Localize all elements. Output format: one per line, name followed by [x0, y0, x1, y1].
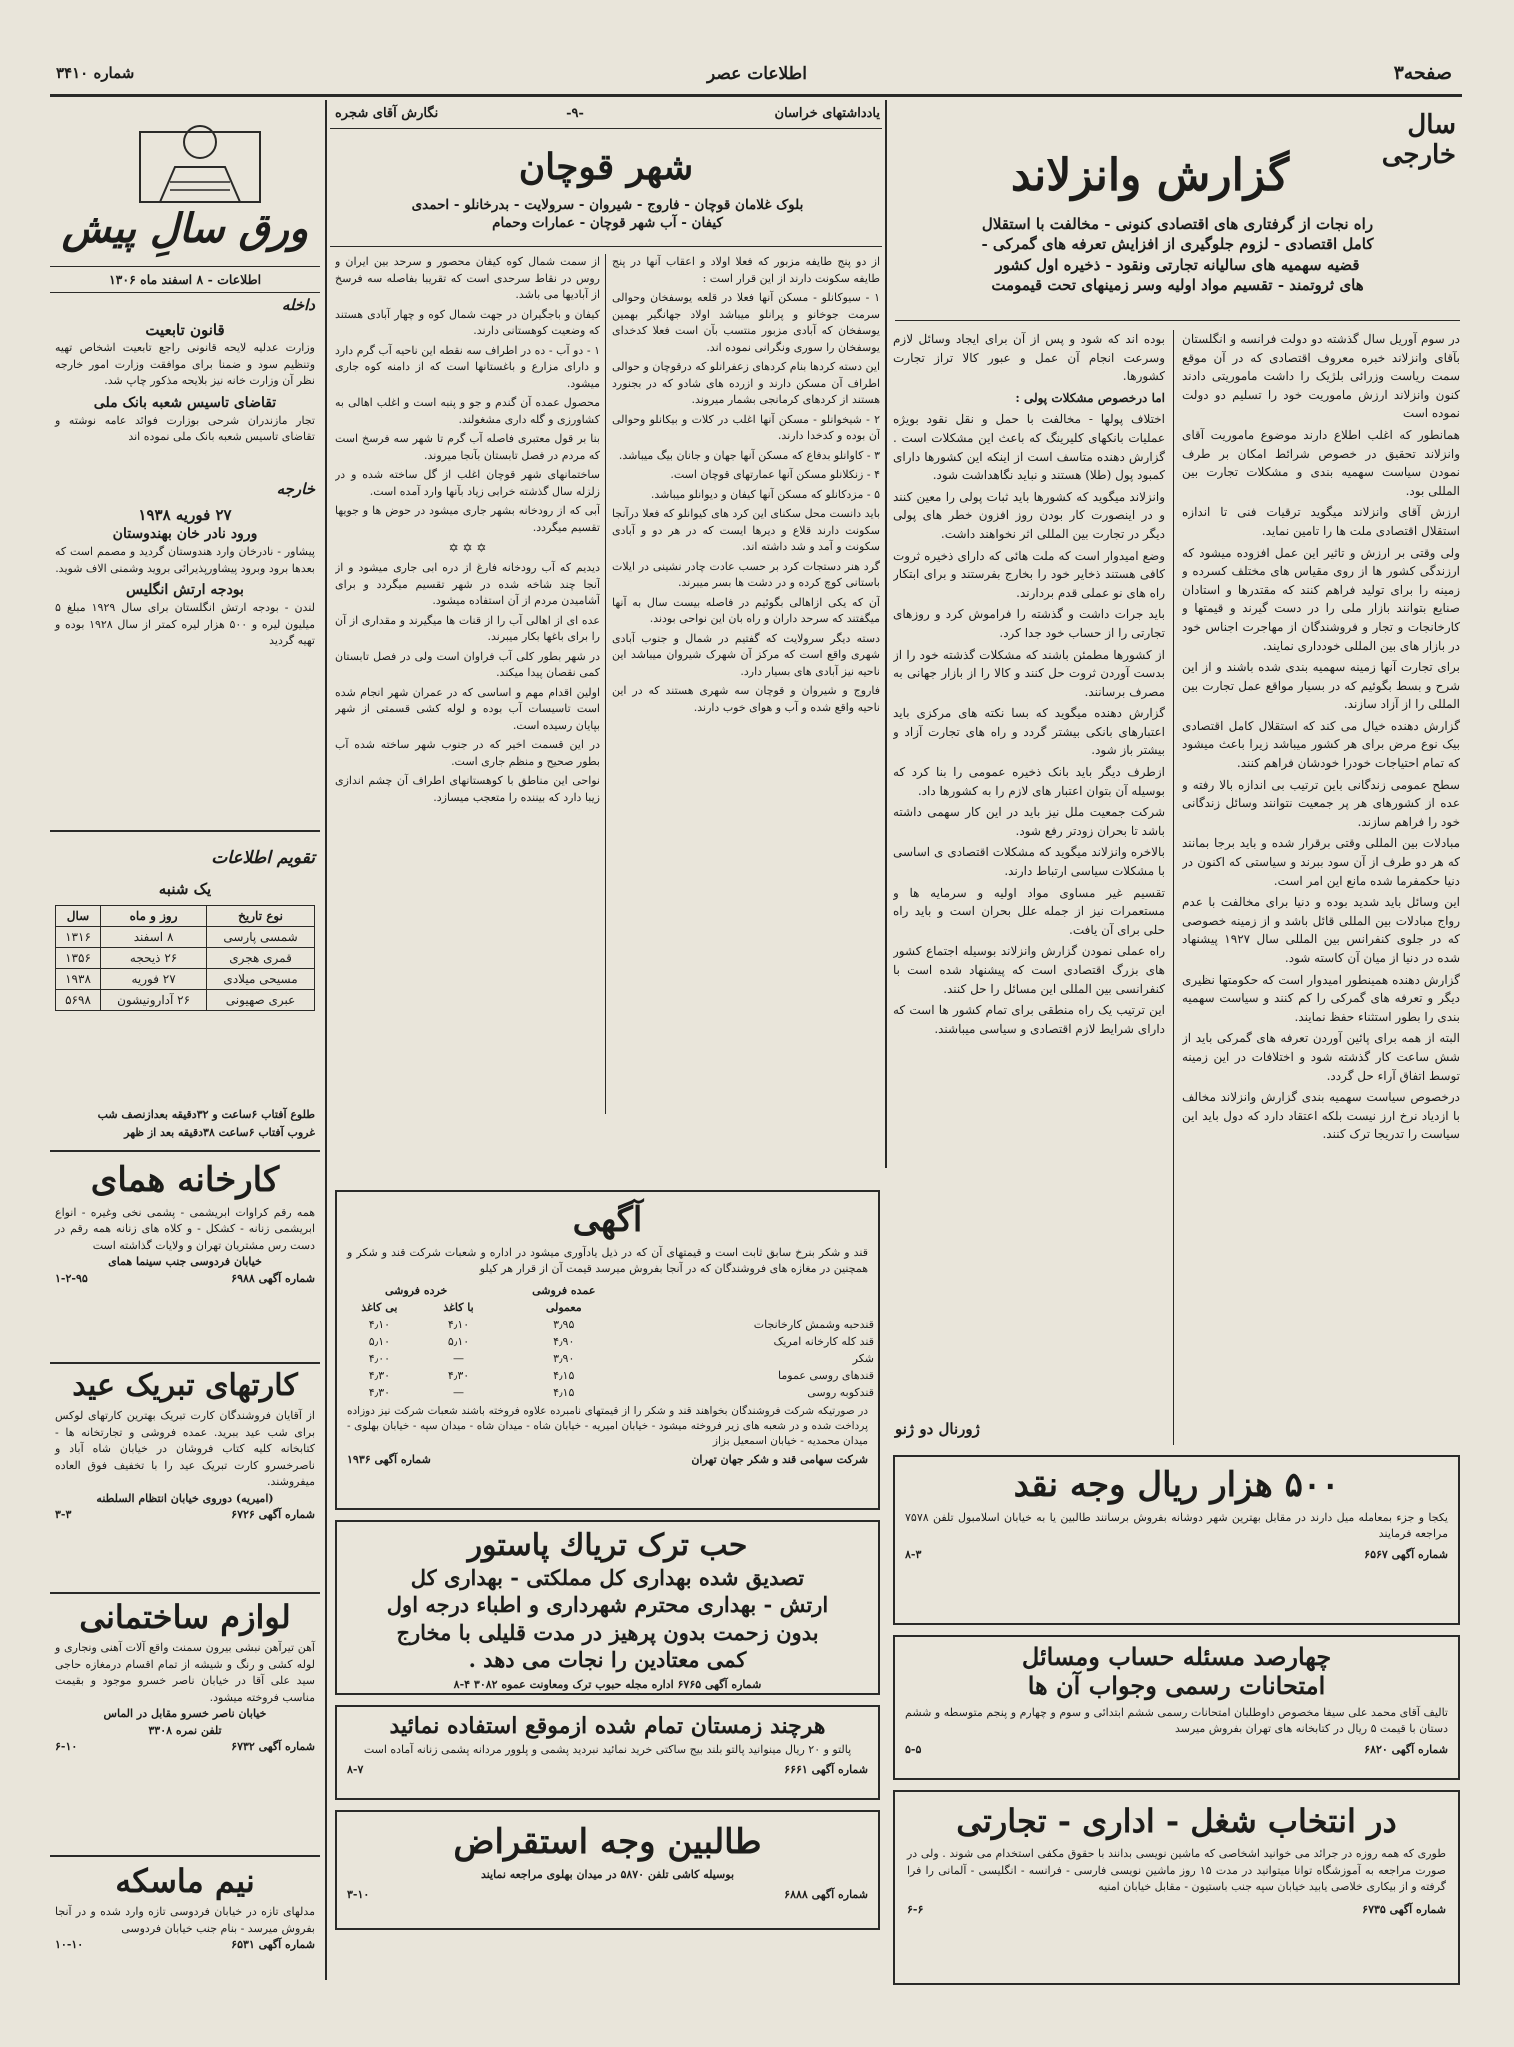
foreign-paragraph: باید جرات داشت و گذشته را فراموش کرد و روزهای تجارتی را از حساب خود جدا کرد. — [893, 607, 1165, 640]
sugar-item: قندهای روسی عموما — [778, 1368, 874, 1382]
sunrise: طلوع آفتاب ۶ساعت و ۳۲دقیقه بعدازنصف شب — [97, 1108, 315, 1121]
winter-ad-footer — [337, 1762, 878, 1779]
cash-ad-code: ۸-۳ — [905, 1547, 922, 1561]
table-row — [337, 1350, 878, 1367]
khorasan-author: نگارش آقای شجره — [335, 106, 439, 121]
mask-ad-title: نیم ماسکه — [115, 1862, 255, 1900]
foreign-paragraph: گزارش دهنده خیال می کند که استقلال کامل اقتصادی بیک نوع مرض برای هر کشور میباشد زیرا باعث میشود که تمام احتیاجات خودرا خودشان فراهم کنند. — [1182, 718, 1460, 771]
career-ad-text: طوری که همه روزه در جرائد می خوانید اشخاصی که ماشین نویسی بدانند با حقوق مکفی استخدام می شوند . ولی در صورت مراجعه به آموزشگاه توانا میتوانید در مدت ۱۵ روز ماشین نویسی فارسی - فرانسه - انگلیسی - آلمانی را فرا گرفته و از بیکاری خلاصی یابید خیابان سپه جنب باستیون - مقابل خیابان امنیه — [907, 1847, 1446, 1894]
foreign-paragraph: اختلاف پولها - مخالفت با حمل و نقل نقود بویژه عملیات بانکهای کلیرینگ که باعث این مشکلات است . گزارش دهنده متاسف است از اینکه این کشورها دارای کمبود پول (طلا) هستند و نباید نگاهداشت شود. — [893, 412, 1165, 483]
foreign-paragraph: از کشورها مطمئن باشند که مشکلات گذشته خود را از بدست آوردن ثروت حل کنند و کالا را از بازار جهانی به مصرف برسانند. — [893, 647, 1165, 699]
cards-ad-code: ۳-۳ — [55, 1508, 72, 1521]
calendar-cell: ۵۶۹۸ — [56, 990, 101, 1011]
foreign-paragraph: راه عملی نمودن گزارش وانزلاند بوسیله اجتماع کشور های بزرگ اقتصادی است که پیشنهاد شده است با کنفرانسی بین المللی این مسائل را حل کنند. — [893, 944, 1165, 996]
foreign-paragraph: این ترتیب یک راه منطقی برای تمام کشور ها است که دارای شرایط لازم اقتصادی و سیاسی میباشند. — [893, 1003, 1165, 1036]
sugar-ad-ref: شماره آگهی ۱۹۳۶ — [347, 1453, 431, 1467]
cards-ad — [55, 1368, 315, 1583]
ad-rule — [50, 1855, 320, 1857]
homay-ad-footer — [55, 1271, 315, 1288]
questions-ad-text: تالیف آقای محمد علی سیفا مخصوص داوطلبان امتحانات رسمی ششم ابتدائی و سوم و چهارم و پنجم متوسطه و ششم دستان با قیمت ۵ ریال در کتابخانه های تهران بفروش میرسد — [905, 1705, 1448, 1736]
sugar-ad-intro: قند و شکر بنرخ سابق ثابت است و قیمتهای آن که در ذیل یادآوری میشود در اداره و شعبات شرکت قند و شکر و همچنین در مغازه های فروشندگان که در آنجا بفروش میرسد قیمت آن از قرار هر کیلو — [347, 1245, 868, 1276]
foreign-paragraph: این وسائل باید شدید بوده و دنیا برای مخالفت با عدم رواج مبادلات بین المللی قائل باشد و از زمینه خصوصی که در جلوی کنفرانس بین المللی سال ۱۹۲۷ پیشنهاد شده در دنیا از میان آن کاسته شود. — [1182, 895, 1460, 965]
sugar-price-table — [337, 1282, 878, 1401]
khorasan-headline: شهر قوچان — [518, 146, 694, 188]
sugar-price: ۴٫۳۰ — [368, 1368, 391, 1382]
mask-ad-footer — [55, 1937, 315, 1954]
calendar-cell: ۱۳۵۶ — [56, 948, 101, 969]
law-text: وزارت عدلیه لایحه قانونی راجع تابعیت اشخاص تهیه وتنظیم سود و ضمنا برای موافقت وزارت امور خارجه نظر آن وزارت خانه نیز بلایحه مذکور چاپ شد. — [55, 341, 315, 388]
mask-ad-code: ۱۰-۱۰ — [55, 1938, 84, 1952]
foreign-paragraph: اما درخصوص مشکلات پولی : — [1015, 390, 1165, 405]
pasteur-ad-lines — [337, 1564, 878, 1673]
table-row — [337, 1333, 878, 1350]
past-years-issue: اطلاعات - ۸ اسفند ماه ۱۳۰۶ — [108, 272, 262, 287]
calendar-cell: ۲۷ فوریه — [101, 969, 207, 990]
foreign-paragraph: بوده اند که شود و پس از آن برای ایجاد وسائل لازم وسرعت انجام آن عمل و عبور کالا تراز تجارت کشورها. — [893, 332, 1165, 384]
pasteur-ad-line: کمی معتادین را نجات می دهد . — [468, 1646, 747, 1672]
cards-ad-footer — [55, 1507, 315, 1524]
sugar-item: قندکوبه روسی — [807, 1385, 874, 1399]
career-ad-footer — [895, 1902, 1458, 1919]
domestic-section: داخله — [281, 296, 315, 314]
table-row — [337, 1384, 878, 1401]
winter-ad-ref: شماره آگهی ۶۶۶۱ — [784, 1762, 868, 1776]
budget-title: بودجه ارتش انگلیس — [126, 582, 244, 599]
sugar-ad-note: در صورتیکه شرکت فروشندگان بخواهند قند و شکر را از قیمتهای نامبرده علاوه فروخته باشند شعبات شرکت نیز دوزاده پرداخت شده و در شعبه های زیر فروخته میشود - خیابان امیریه - خیابان شاه - میدان شاه - میدان سپه - خیابان بهلوی - میدان محمدیه - خیابان اسمعیل بزاز — [347, 1404, 868, 1448]
calendar-cell: شمسی پارسی — [207, 927, 315, 948]
pasteur-ad-title: حب ترک تریاك پاستور — [467, 1528, 748, 1563]
foreign-subhead: های ثروتمند - تقسیم مواد اولیه وسر زمینهای تحت قیمومت — [991, 275, 1364, 294]
foreign-paragraph: گزارش دهنده میگوید که بسا نکته های مرکزی باید اعتبارهای بانکی بیشتر گردد و راه های تجارت آزاد و بیشتر باز شود. — [893, 706, 1165, 758]
loan-ad-title: طالبین وجه استقراض — [453, 1822, 762, 1862]
khorasan-paragraph: کیفان و باجگیران در جهت شمال کوه و چهار آبادی هستند که وضعیت کوهستانی دارند. — [335, 307, 600, 337]
questions-ad-title2: امتحانات رسمی وجواب آن ها — [1027, 1670, 1326, 1700]
sugar-item: شکر — [852, 1351, 874, 1365]
khorasan-paragraph: ۱ - دو آب - ده در اطراف سه نقطه این ناحیه آب گرم دارد و دارای مزارع و باغستانها است که از دامنه کوه جاری میشود. — [335, 343, 600, 390]
ads-rule — [50, 1150, 320, 1152]
sugar-price: ۴٫۱۵ — [553, 1385, 575, 1399]
khorasan-paragraph: بنا بر قول معتبری فاصله آب گرم تا شهر سه فرسخ است که مردم در فصل تابستان بآنجا میروند. — [335, 432, 600, 462]
winter-ad-text: پالتو و ۲۰ ریال مینوانید پالتو بلند بیج ساکتی خرید نمائید نبردید پشمی و پلوور مردانه پشمی زنانه آماده است — [363, 1743, 852, 1757]
sugar-ad-company: شرکت سهامی قند و شکر جهان تهران — [691, 1453, 868, 1467]
cards-ad-text: از آقایان فروشندگان کارت تبریک بهترین کارتهای لوکس برای شب عید ببرید. عمده فروشی و تجارتخانه ها - کتابخانه کلیه کتاب فروشان در خیابان شاه آباد و ناصرخسرو کارت تبریک عید را با تخفیف فوق العاده میفروشند. — [55, 1409, 315, 1488]
pasteur-ad-line: بدون زحمت بدون پرهیز در مدت قلیلی با مخارج — [396, 1619, 819, 1645]
homay-ad-address: خیابان فردوسی جنب سینما همای — [108, 1255, 262, 1269]
foreign-paragraph: گزارش دهنده همینطور امیدوار است که حکومتها نظیری دیگر و تعرفه های گمرکی را کم کنند و سیاست سهمیه بندی را بطور استثناء حفظ نمایند. — [1182, 972, 1460, 1024]
header-rule — [50, 94, 1462, 97]
foreign-paragraph: تقسیم غیر مساوی مواد اولیه و سرمایه ها و مستعمرات نیز از جمله علل بحران است و باید راه حلی برای آن یافت. — [893, 885, 1165, 937]
divider-leftcol — [325, 100, 327, 1980]
sugar-table-subheader-cell: معمولی — [545, 1300, 582, 1314]
calendar-cell: ۱۹۳۸ — [56, 969, 101, 990]
questions-ad-ref: شماره آگهی ۶۸۲۰ — [1364, 1742, 1448, 1756]
pasteur-ad-line: ارتش - بهداری محترم شهرداری و اطباء درجه اول — [386, 1592, 829, 1618]
khorasan-subhead: کیفان - آب شهر قوچان - عمارات وحمام — [492, 215, 723, 232]
calendar-cell: ۸ اسفند — [101, 927, 207, 948]
homay-ad-title: کارخانه همای — [90, 1160, 280, 1200]
khorasan-paragraph: آبی که از رودخانه بشهر جاری میشود در حوض ها و جویها تقسیم میگردد. — [335, 504, 600, 534]
sugar-price: ۴٫۰۰ — [368, 1351, 391, 1365]
nader-title: ورود نادر خان بهندوستان — [112, 526, 258, 543]
calendar-cell: ۲۶ ذیحجه — [101, 948, 207, 969]
questions-ad — [893, 1635, 1460, 1780]
foreign-paragraph: ارزش آقای وانزلاند میگوید ترقیات فنی تا اندازه استقلال اقتصادی ملت ها را تامین نماید. — [1182, 505, 1460, 538]
mask-ad — [55, 1862, 315, 1987]
foreign-paragraph: وانزلاند میگوید که کشورها باید ثبات پولی را معین کنند و در اینصورت کار بودن روز افزون خطر های پولی دیگر در تجارت بین المللی اثر نخواهند داشت. — [893, 489, 1165, 541]
nader-text: پیشاور - نادرخان وارد هندوستان گردید و مصمم است که بعدها برود وبرود پیشاورپذیرائی بروید وشمنی الاف شوید. — [55, 545, 315, 575]
khorasan-paragraph: این دسته کردها بنام کردهای زعفرانلو که درقوچان و حوالی اطراف آن مسکن دارند و ازرده های شادو که در بجنورد هستند از کردهای کرمانجی بشمار میروند. — [612, 360, 880, 406]
foreign-paragraph: البته از همه برای پائین آوردن تعرفه های گمرکی باید از شش ساعت کار گذشته شود و اختلافات در این زمینه توسط اتفاق آراء حل گردد. — [1182, 1031, 1460, 1083]
calendar-header-row — [56, 906, 315, 927]
building-ad-footer — [55, 1739, 315, 1756]
table-row — [337, 1316, 878, 1333]
sugar-price: — — [453, 1351, 465, 1365]
khorasan-paragraph: اولین اقدام مهم و اساسی که در عمران شهر انجام شده است تاسیسات آب بوده و لوله کشی قسمتی از شهر بپایان رسیده است. — [335, 685, 600, 732]
khorasan-column-2 — [335, 254, 600, 1114]
ornament-stars-icon: ✡ ✡ ✡ — [448, 541, 487, 555]
homay-ad-code: ۱-۲-۹۵ — [55, 1271, 88, 1285]
calendar-header-cell: سال — [56, 906, 101, 927]
cash-ad-ref: شماره آگهی ۶۵۶۷ — [1364, 1547, 1448, 1561]
career-ad-ref: شماره آگهی ۶۷۳۵ — [1362, 1902, 1446, 1916]
khorasan-paragraph: فاروج و شیروان و قوچان سه شهری هستند که در این ناحیه واقع شده و آب و هوای خوب دارند. — [612, 684, 880, 714]
winter-ad-title: هرچند زمستان تمام شده ازموقع استفاده نمائید — [389, 1713, 826, 1739]
khorasan-paragraph: محصول عمده آن گندم و جو و پنبه است و اغلب اهالی به کشاورزی و گله داری مشغولند. — [335, 396, 600, 426]
domestic-news — [55, 320, 315, 446]
table-row — [337, 1367, 878, 1384]
sugar-price: ۳٫۹۵ — [553, 1317, 575, 1331]
table-row — [56, 948, 315, 969]
khorasan-rule — [330, 246, 882, 247]
foreign-paragraph: مبادلات بین المللی وقتی برقرار شده و باید برجا بمانند که هر دو طرف از آن سود ببرند و سیاستی که اکنون در دنیا حکمفرما شده مانع این امر است. — [1182, 836, 1460, 888]
building-ad-title: لوازم ساختمانی — [79, 1598, 291, 1636]
foreign-news-section: خارجه — [276, 480, 315, 498]
table-row — [56, 969, 315, 990]
foreign-section-title: سال خارجی — [1381, 110, 1456, 170]
foreign-rule — [895, 320, 1460, 321]
khorasan-paragraph: از سمت شمال کوه کیفان محصور و سرحد بین ایران و روس در نقاط سرحدی است که تقریبا بفاصله سه فرسخ از آبادیها می باشد. — [335, 255, 600, 301]
building-ad-code: ۶-۱۰ — [55, 1740, 78, 1754]
khorasan-paragraph: ۱ - سیوکانلو - مسکن آنها فعلا در قلعه یوسفخان وحوالی سرمت جوخانو و پرانلو میباشد اولاد جهانگیر بهمین یوسفخان که آبادی مزبور منتسب بآن است فعلا کدخدای یوسفخان را سوری ونگرانی نموده اند. — [612, 291, 880, 354]
foreign-subheads — [900, 214, 1455, 295]
building-ad-ref: شماره آگهی ۶۷۳۲ — [231, 1740, 315, 1754]
cash-ad-footer — [895, 1547, 1458, 1564]
calendar-cell: قمری هجری — [207, 948, 315, 969]
homay-ad-ref: شماره آگهی ۶۹۸۸ — [231, 1271, 315, 1285]
date-header: ۲۷ فوریه ۱۹۳۸ — [138, 506, 232, 524]
khorasan-paragraph: نواحی این مناطق با کوهستانهای اطراف آن چشم اندازی زیبا دارد که بیننده را متعجب میسازد. — [335, 774, 600, 804]
questions-ad-footer — [895, 1742, 1458, 1759]
foreign-headline: گزارش وانزلاند — [1010, 150, 1290, 201]
foreign-paragraph: وضع امیدوار است که ملت هائی که دارای ذخیره ثروت کافی هستند ذخایر خود را بخارج بفرستند و برای ابتکار راه های نو عملی قدم بردارند. — [893, 548, 1165, 600]
sugar-ad-title: آگهی — [572, 1200, 643, 1240]
calendar-day: یک شنبه — [158, 880, 212, 898]
khorasan-paragraph: ۵ - مزدکانلو که مسکن آنها کیفان و دیوانلو میباشد. — [650, 487, 880, 501]
foreign-news — [55, 505, 315, 650]
cards-ad-title: کارتهای تبریک عید — [72, 1368, 298, 1403]
calendar-cell: عبری صهیونی — [207, 990, 315, 1011]
career-ad — [893, 1790, 1460, 1985]
khorasan-paragraph: ۲ - شیخوانلو - مسکن آنها اغلب در کلات و بیکانلو وحوالی آن بوده و کدخدا دارند. — [612, 412, 880, 442]
foreign-paragraph: درخصوص سیاست سهمیه بندی گزارش وانزلاند مخالف با ازدیاد نرخ ارز نیست بلکه اعتقاد دارد که دول باید این سیاست را تدریجا ترک کنند. — [1182, 1090, 1460, 1142]
sugar-ad-footer — [337, 1452, 878, 1469]
khorasan-paragraph: عده ای از اهالی آب را از قنات ها میگیرند و مقداری از آن را برای باغها بکار میبرند. — [335, 613, 600, 643]
sugar-price: ۵٫۱۰ — [447, 1334, 470, 1348]
khorasan-subhead: بلوک غلامان قوچان - فاروج - شیروان - سرولایت - بدرخانلو - احمدی — [411, 197, 804, 213]
calendar-table — [55, 905, 315, 1011]
foreign-column-2 — [893, 330, 1165, 1410]
calendar-table-wrap — [55, 905, 315, 1011]
homay-ad-text: همه رقم کراوات ابریشمی - پشمی نخی وغیره - انواع ابریشمی زنانه - کشکل - و کلاه های زنانه همه رقم در دست رس مشتریان تهران و ولایات گذاشته است — [55, 1205, 315, 1252]
sugar-table-subheader-cell: با کاغذ — [443, 1300, 474, 1314]
building-ad — [55, 1598, 315, 1843]
winter-ad — [335, 1705, 880, 1800]
sugar-price: ۴٫۹۰ — [553, 1334, 575, 1348]
pasteur-ad-line: تصدیق شده بهداری کل مملکتی - بهداری کل — [410, 1565, 805, 1590]
homay-ad — [55, 1160, 315, 1360]
khorasan-paragraph: گرد هنر دستجات کرد بر حسب عادت چادر نشینی در ایلات باستانی کوچ کرده و در دشت ها بسر میبرند. — [612, 559, 880, 589]
career-ad-title: در انتخاب شغل - اداری - تجارتی — [956, 1802, 1397, 1840]
foreign-column-1 — [1182, 330, 1460, 1445]
law-title: قانون تابعیت — [145, 321, 225, 339]
foreign-paragraph: در سوم آوریل سال گذشته دو دولت فرانسه و انگلستان بآقای وانزلاند خبره معروف اقتصادی که در آن موقع سمت ریاست وزرائی بلژیک را داشت ماموریتی دادند کنون وانزلاند ارزش ماموریت خود را تسلیم دو دولت نموده است — [1182, 332, 1460, 421]
calendar-cell: ۲۶ آدارونیشون — [101, 990, 207, 1011]
calendar-section: تقویم اطلاعات — [211, 848, 315, 868]
sugar-table-header-cell: خرده فروشی — [384, 1283, 448, 1297]
sugar-price: ۴٫۱۰ — [447, 1317, 470, 1331]
khorasan-paragraph: در این قسمت اخیر که در جنوب شهر ساخته شده آب بطور صحیح و منظم جاری است. — [335, 738, 600, 768]
khorasan-paragraph: باید دانست محل سکنای این کرد های کیوانلو که فعلا درآنجا سکونت دارند قلاع و دیرها ایست که در هر دو و آبادی سکونت و آمد و شد داشته اند. — [612, 507, 880, 553]
cash-ad — [893, 1455, 1460, 1625]
calendar-rule — [50, 830, 320, 832]
loan-ad-text: بوسیله کاشی تلفن ۵۸۷۰ در میدان بهلوی مراجعه نمایند — [480, 1867, 735, 1881]
budget-text: لندن - بودجه ارتش انگلستان برای سال ۱۹۲۹ مبلغ ۵ میلیون لیره و ۵۰۰ هزار لیره کمتر از سال ۱۹۲۸ بوده و تهیه گردید — [55, 601, 316, 648]
khorasan-paragraph: ساختمانهای شهر قوچان اغلب از گل ساخته شده و در زلزله سال گذشته خرابی زیاد بآنها وارد آمده است. — [335, 468, 600, 498]
foreign-paragraph: همانطور که اغلب اطلاع دارند موضوع ماموریت آقای وانزلاند تحقیق در خصوص شرائط امکان بر طرف نمودن سیاست سهمیه بندی و مشکلات تجارت بین المللی بود. — [1182, 427, 1460, 498]
bank-title: تقاضای تاسیس شعبه بانک ملی — [93, 394, 277, 411]
sugar-table-header-cell: عمده فروشی — [532, 1283, 596, 1297]
cash-ad-text: یکجا و جزء بمعامله میل دارند در مقابل بهترین شهر دوشانه بفروش برسانند طالبین یا به خیابان اسلامبول تلفن ۷۵۷۸ مراجعه فرمایند — [905, 1510, 1448, 1541]
loan-ad — [335, 1810, 880, 1930]
issue-number: شماره ۳۴۱۰ — [56, 64, 135, 82]
sugar-price: — — [453, 1385, 465, 1399]
khorasan-paragraph: از دو پنج طایفه مزبور که فعلا اولاد و اعقاب آنها در پنج طایفه سکونت دارند از این قرار است : — [612, 255, 880, 285]
khorasan-number: -۹- — [566, 106, 584, 121]
ad-rule — [50, 1362, 320, 1364]
foreign-inner-divider — [1173, 330, 1174, 1445]
past-years-illustration — [120, 112, 290, 207]
pasteur-ad-footer: شماره آگهی ۶۷۶۵ اداره مجله حبوب ترک ومعاونت عموه ۳۰۸۲ ۴-۸ — [453, 1678, 762, 1692]
khorasan-paragraph: ۳ - کاوانلو بدفاع که مسکن آنها جهان و جانان بیگ میباشد. — [618, 448, 880, 462]
calendar-cell: مسیحی میلادی — [207, 969, 315, 990]
khorasan-series-label: یادداشتهای خراسان — [774, 106, 880, 121]
foreign-paragraph: ازطرف دیگر باید بانک ذخیره عمومی را بنا کرد که بوسیله آن بتوان اعتبار های لازم را به کشورها داد. — [893, 765, 1165, 798]
sugar-table-subheader — [337, 1299, 878, 1316]
sugar-item: قندحبه وشمش کارخانجات — [753, 1317, 874, 1331]
mask-ad-ref: شماره آگهی ۶۵۳۱ — [231, 1938, 315, 1952]
reader-figure-icon — [120, 112, 290, 207]
pasteur-ad — [335, 1520, 880, 1695]
career-ad-code: ۶-۶ — [907, 1902, 924, 1916]
sugar-table-subheader-cell: بی کاغذ — [361, 1300, 398, 1314]
khorasan-paragraph: دیدیم که آب رودخانه فارغ از دره ابی جاری میشود و از آنجا چند شاخه شده در شهر تقسیم میگردد و برای آشامیدن مردم از آن استفاده میشود. — [335, 561, 600, 607]
calendar-header-cell: روز و ماه — [101, 906, 207, 927]
foreign-paragraph: ولی وقتی بر ارزش و تاثیر این عمل افزوده میشود که ارزندگی کشور ها از روی مقیاس های مختلف کسرده و زمینه را برای تولید فراهم کنند که مقتدرها و استادان صنایع بتوانند بازار ملی را در دست گیرند و قیمتها و کارخانجات و تجار و فروشندگان از مهاجرت اجناس خود در بازار های بین المللی خودداری نمایند. — [1182, 545, 1460, 653]
sugar-table-subheader-cell — [632, 1299, 878, 1316]
khorasan-inner-divider — [605, 254, 606, 1114]
calendar-cell: ۱۳۱۶ — [56, 927, 101, 948]
foreign-subhead: کامل اقتصادی - لزوم جلوگیری از افزایش تعرفه های گمرکی - — [981, 235, 1374, 254]
table-row — [56, 990, 315, 1011]
calendar-header-cell: نوع تاریخ — [207, 906, 315, 927]
foreign-attribution: ژورنال دو ژنو — [895, 1420, 980, 1438]
questions-ad-code: ۵-۵ — [905, 1742, 922, 1756]
bank-text: تجار مازندران شرحی بوزارت فوائد عامه نوشته و تقاضای تاسیس شعبه بانک ملی نموده اند — [55, 413, 315, 444]
building-ad-text: آهن تیرآهن نبشی بیرون سمنت واقع آلات آهنی ونجاری و لوله کشی و رنگ و شیشه از تمام اقسام درمغازه حاجی سید علی آقا در خیابان ناصر خسرو موجود و بقیمت مناسب فروخته میشود. — [55, 1641, 315, 1704]
ad-rule — [50, 1592, 320, 1594]
loan-ad-code: ۳-۱۰ — [347, 1888, 370, 1902]
foreign-paragraph: بالاخره وانزلاند میگوید که مشکلات اقتصادی ی اساسی با مشکلات سیاسی ارتباط دارند. — [893, 845, 1165, 879]
foreign-paragraph: سطح عمومی زندگانی باین ترتیب بی اندازه بالا رفته و عده از کشورهای هر پر جمعیت نتوانند وسائل زندگانی خود را فراهم سازند. — [1182, 777, 1460, 829]
khorasan-top-rule — [330, 128, 882, 129]
khorasan-paragraph: ۴ - زنکلانلو مسکن آنها عمارتهای قوچان است. — [670, 468, 880, 481]
mask-ad-text: مدلهای تازه در خیابان فردوسی تازه وارد شده و در آنجا بفروش میرسد - بنام جنب خیابان فردوسی — [55, 1905, 315, 1935]
divider-foreign — [885, 100, 887, 1168]
sugar-item: قند کله کارخانه امریک — [773, 1334, 874, 1348]
foreign-subhead: قضیه سهمیه های سالیانه تجارتی ونقود - ذخیره اول کشور — [995, 255, 1360, 274]
page-label: صفحه۳ — [1393, 62, 1452, 84]
foreign-subhead: راه نجات از گرفتاری های اقتصادی کنونی - مخالفت با استقلال — [981, 215, 1374, 233]
sugar-price: ۴٫۳۰ — [368, 1385, 391, 1399]
sugar-price: ۳٫۹۰ — [553, 1351, 575, 1365]
khorasan-subheads — [335, 196, 880, 232]
loan-ad-footer — [337, 1887, 878, 1904]
table-row — [56, 927, 315, 948]
past-years-rule-2 — [50, 292, 320, 293]
past-years-title: ورق سالِ پیش — [61, 205, 309, 252]
sugar-ad — [335, 1190, 880, 1510]
building-ad-phone: تلفن نمره ۳۳۰۸ — [148, 1723, 222, 1737]
khorasan-column-1 — [612, 254, 880, 1114]
sugar-table-header-cell — [632, 1282, 878, 1299]
sugar-price: ۵٫۱۰ — [368, 1334, 391, 1348]
sugar-price: ۴٫۱۵ — [553, 1368, 575, 1382]
foreign-paragraph: برای تجارت آنها زمینه سهمیه بندی شده باشند و از این شرح و بسط بگوئیم که در بسیار مواقع عمل تجارت بین المللی را از آزاد سازند. — [1182, 660, 1460, 712]
cards-ad-address: (امیریه) دوروی خیابان انتظام السلطنه — [96, 1491, 274, 1505]
cash-ad-title: ۵۰۰ هزار ریال وجه نقد — [1013, 1465, 1340, 1505]
sugar-price: ۴٫۱۰ — [368, 1317, 391, 1331]
questions-ad-title: چهارصد مسئله حساب ومسائل — [1021, 1642, 1332, 1671]
sunset: غروب آفتاب ۶ساعت ۳۸دقیقه بعد از ظهر — [124, 1126, 315, 1139]
cards-ad-ref: شماره آگهی ۶۷۲۶ — [231, 1508, 315, 1521]
winter-ad-code: ۸-۷ — [347, 1762, 364, 1776]
khorasan-paragraph: دسته دیگر سرولایت که گفتیم در شمال و جنوب آبادی شهری واقع است که مرکز آن شهرک شیروان میباشد این ناحیه نیز آبادی های بسیار دارد. — [612, 631, 880, 678]
foreign-paragraph: شرکت جمعیت ملل نیز باید در این کار سهمی داشته باشد تا بحران زودتر رفع شود. — [893, 805, 1165, 838]
sugar-table-header — [337, 1282, 878, 1299]
khorasan-paragraph: در شهر بطور کلی آب فراوان است ولی در فصل تابستان کمی نقصان پیدا میکند. — [335, 649, 600, 679]
building-ad-address: خیابان ناصر خسرو مقابل در الماس — [103, 1707, 267, 1721]
past-years-rule — [50, 266, 320, 267]
paper-name: اطلاعات عصر — [707, 64, 807, 84]
loan-ad-ref: شماره آگهی ۶۸۸۸ — [784, 1888, 868, 1902]
khorasan-paragraph: آن که یکی ازاهالی بگوئیم در فاصله بیست سال به آنها میگفتند که سرحد داران و راه بان این نواحی بودند. — [612, 595, 880, 625]
sugar-price: ۴٫۳۰ — [447, 1368, 470, 1382]
